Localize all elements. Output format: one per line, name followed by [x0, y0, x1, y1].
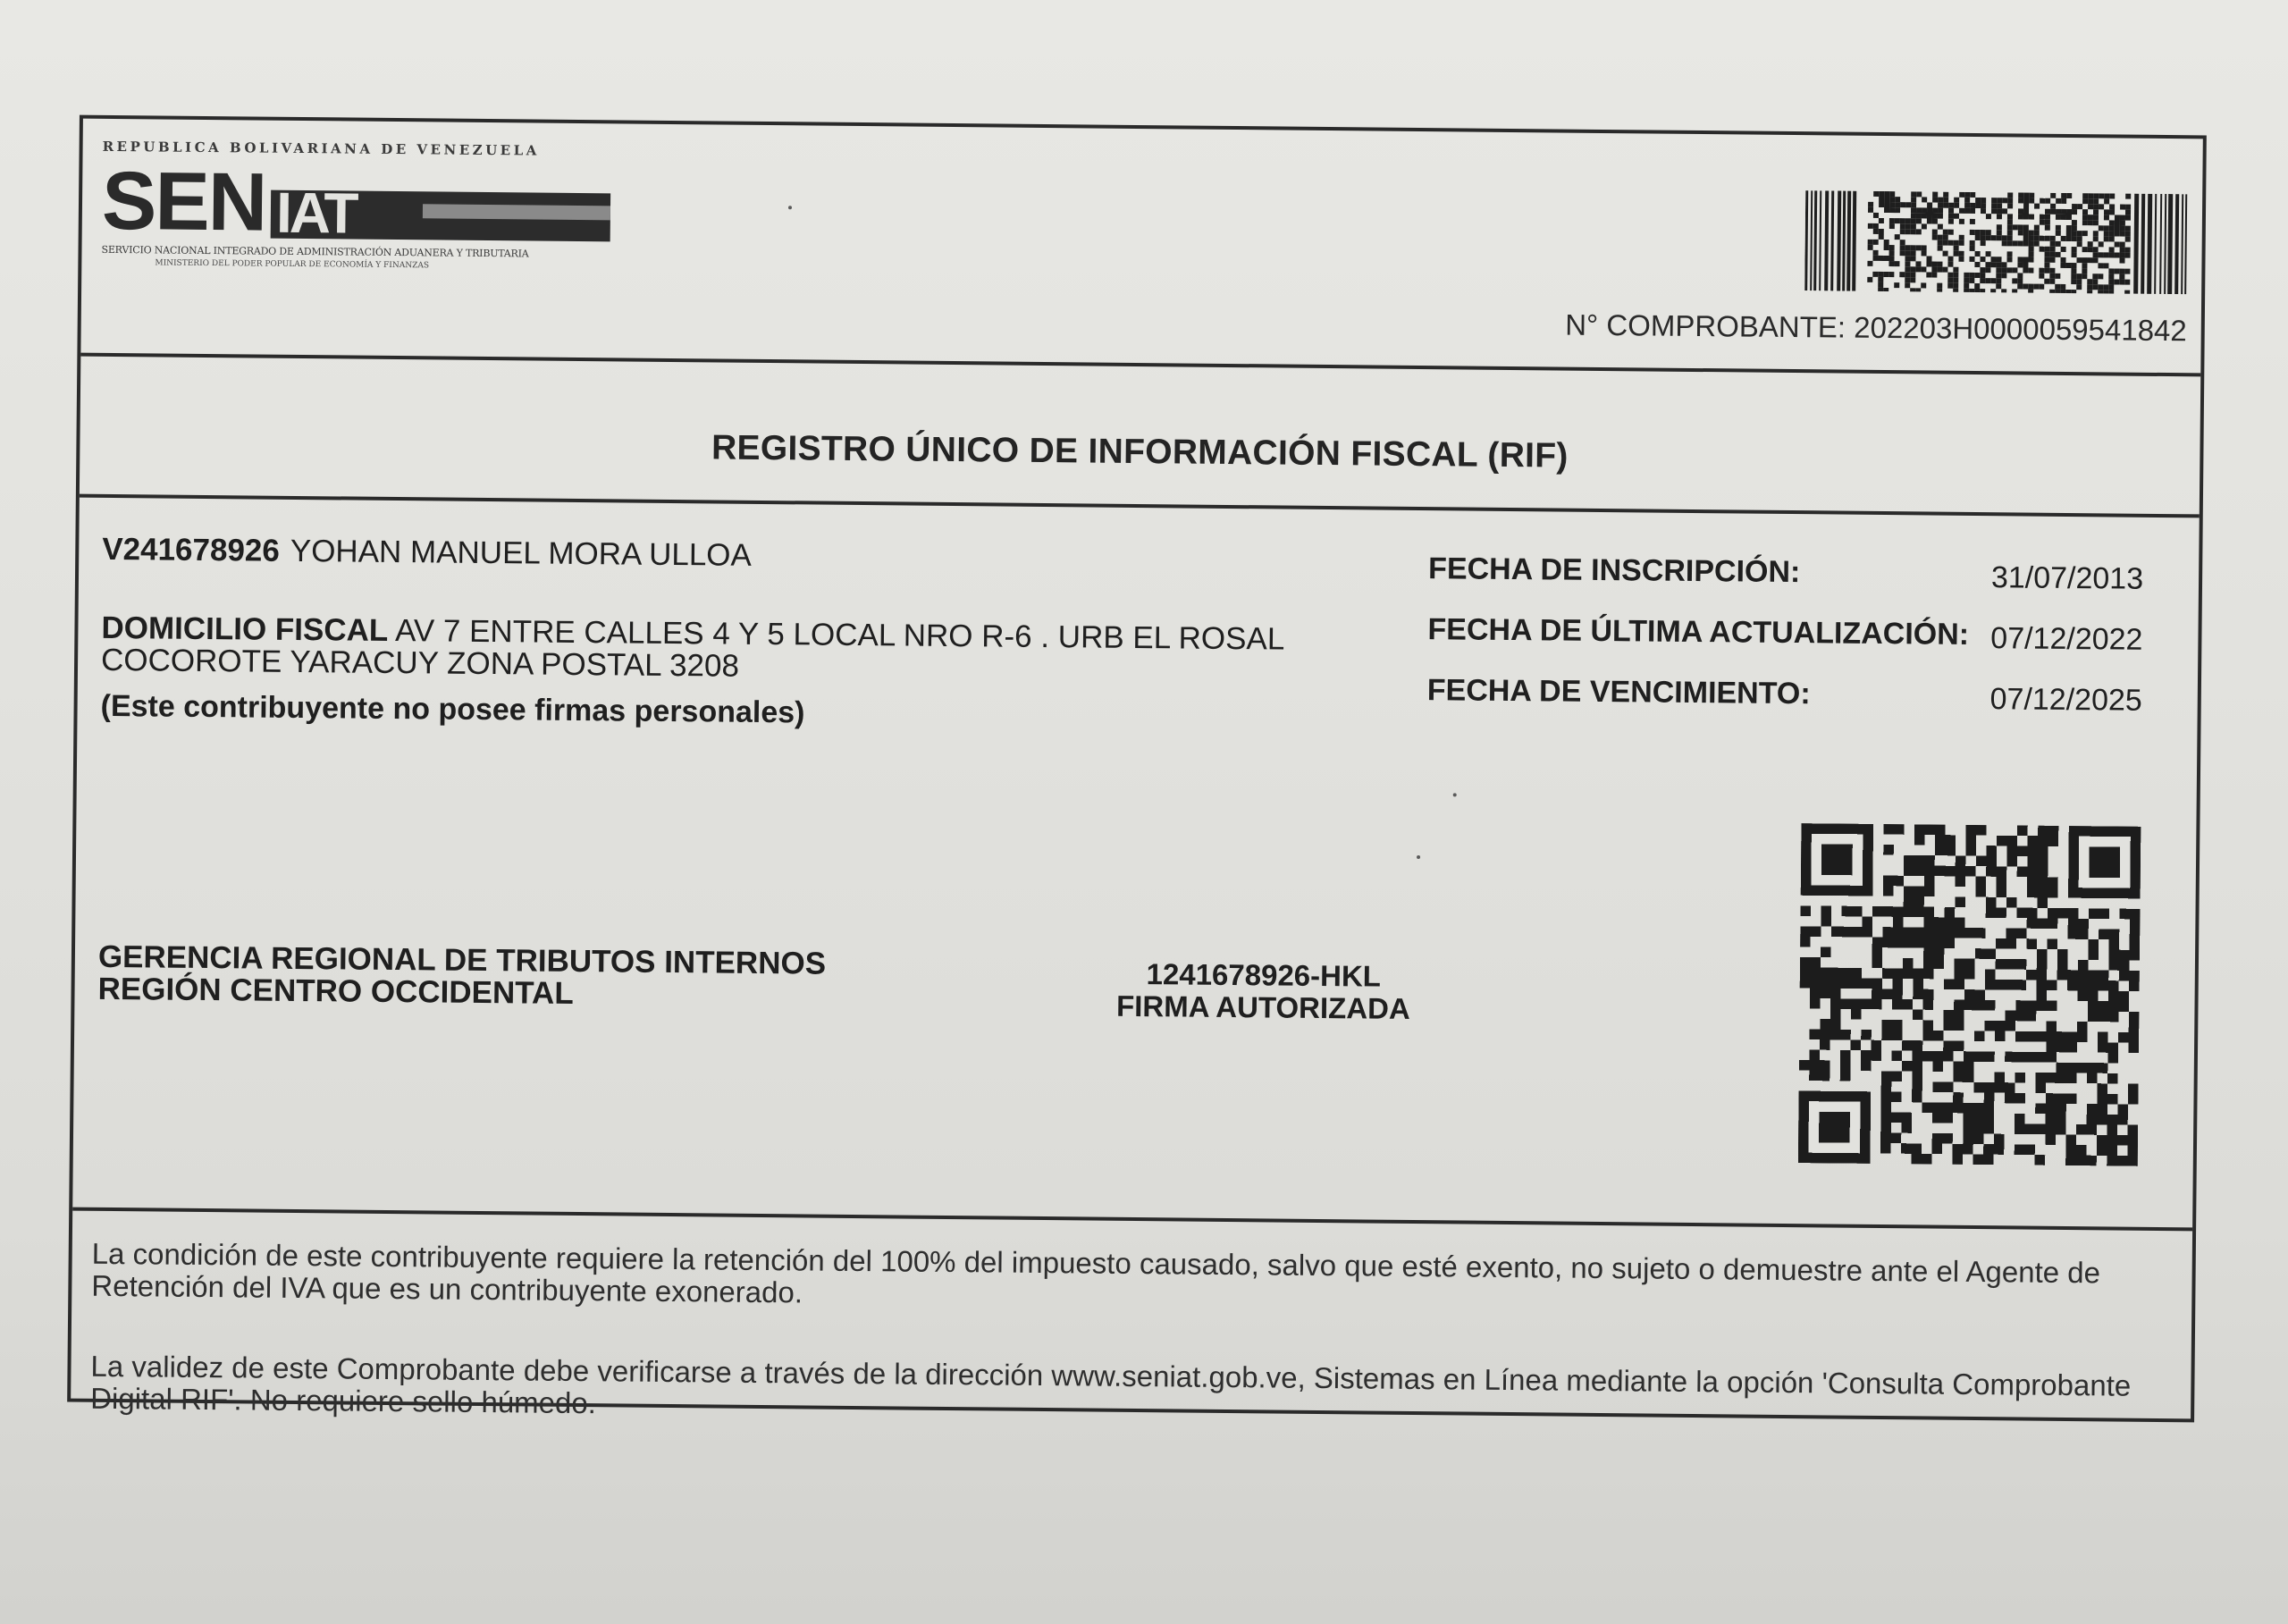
logo-iat-text: IAT	[275, 180, 357, 246]
logo-ministry: MINISTERIO DEL PODER POPULAR DE ECONOMÍA Y FINANZAS	[155, 258, 430, 271]
dates-block	[1426, 551, 2143, 741]
address-label: DOMICILIO FISCAL	[101, 610, 389, 648]
logo-top-text: REPUBLICA BOLIVARIANA DE VENEZUELA	[102, 138, 540, 159]
authorized-signature	[1084, 957, 1443, 1025]
logo-wordmark	[101, 155, 611, 248]
date-row	[1428, 551, 2144, 619]
logo-subtitle: SERVICIO NACIONAL INTEGRADO DE ADMINISTRACIÓN ADUANERA Y TRIBUTARIA	[101, 243, 529, 260]
address-value: AV 7 ENTRE CALLES 4 Y 5 LOCAL NRO R-6 . URB EL ROSAL COCOROTE YARACUY ZONA POSTAL 3208	[100, 613, 1284, 684]
date-value: 31/07/2013	[1990, 560, 2144, 596]
date-label: FECHA DE ÚLTIMA ACTUALIZACIÓN:	[1427, 612, 1970, 652]
print-speck	[1417, 855, 1420, 859]
date-value: 07/12/2022	[1990, 621, 2143, 657]
qr-code-icon	[1798, 823, 2141, 1166]
regional-office-line2: REGIÓN CENTRO OCCIDENTAL	[97, 971, 574, 1011]
document-title: REGISTRO ÚNICO DE INFORMACIÓN FISCAL (RIF)	[711, 428, 1569, 475]
regional-office	[97, 938, 827, 1013]
date-label: FECHA DE INSCRIPCIÓN:	[1427, 551, 1801, 590]
comprobante-number: N° COMPROBANTE: 202203H0000059541842	[1565, 307, 2187, 348]
header-divider	[80, 353, 2200, 377]
logo-sen-text: SEN	[101, 155, 266, 248]
footer-divider	[72, 1207, 2192, 1232]
logo-iat-block	[271, 180, 611, 246]
print-speck	[1453, 793, 1457, 796]
rif-certificate	[67, 115, 2207, 1423]
signature-label: FIRMA AUTORIZADA	[1115, 989, 1410, 1025]
regional-office-line1: GERENCIA REGIONAL DE TRIBUTOS INTERNOS	[97, 938, 827, 981]
date-row	[1427, 612, 2143, 680]
print-speck	[788, 206, 792, 209]
signature-code: 1241678926-HKL	[1146, 957, 1382, 993]
validity-note: La validez de este Comprobante debe verificarse a través de la dirección www.seniat.gob.ve, Sistemas en Línea mediante la opción 'Consulta Comprobante Digital RIF'. No requiere sello húmedo.	[90, 1349, 2132, 1420]
barcode-icon	[1804, 190, 2190, 294]
title-divider	[80, 494, 2200, 518]
taxpayer-line	[102, 532, 752, 574]
date-label: FECHA DE VENCIMIENTO:	[1426, 673, 1811, 711]
date-value: 07/12/2025	[1989, 682, 2142, 718]
fiscal-address	[101, 612, 1443, 689]
rif-number: V241678926	[102, 531, 281, 568]
taxpayer-name: YOHAN MANUEL MORA ULLOA	[290, 533, 753, 573]
retention-note: La condición de este contribuyente requiere la retención del 100% del impuesto causado, salvo que esté exento, no sujeto o demuestre ante el Agente de Retención del IVA que es un contribuyente exonerado.	[91, 1236, 2101, 1309]
date-row	[1426, 673, 2142, 741]
seniat-logo	[101, 139, 638, 278]
signatures-note: (Este contribuyente no posee firmas personales)	[100, 688, 805, 730]
